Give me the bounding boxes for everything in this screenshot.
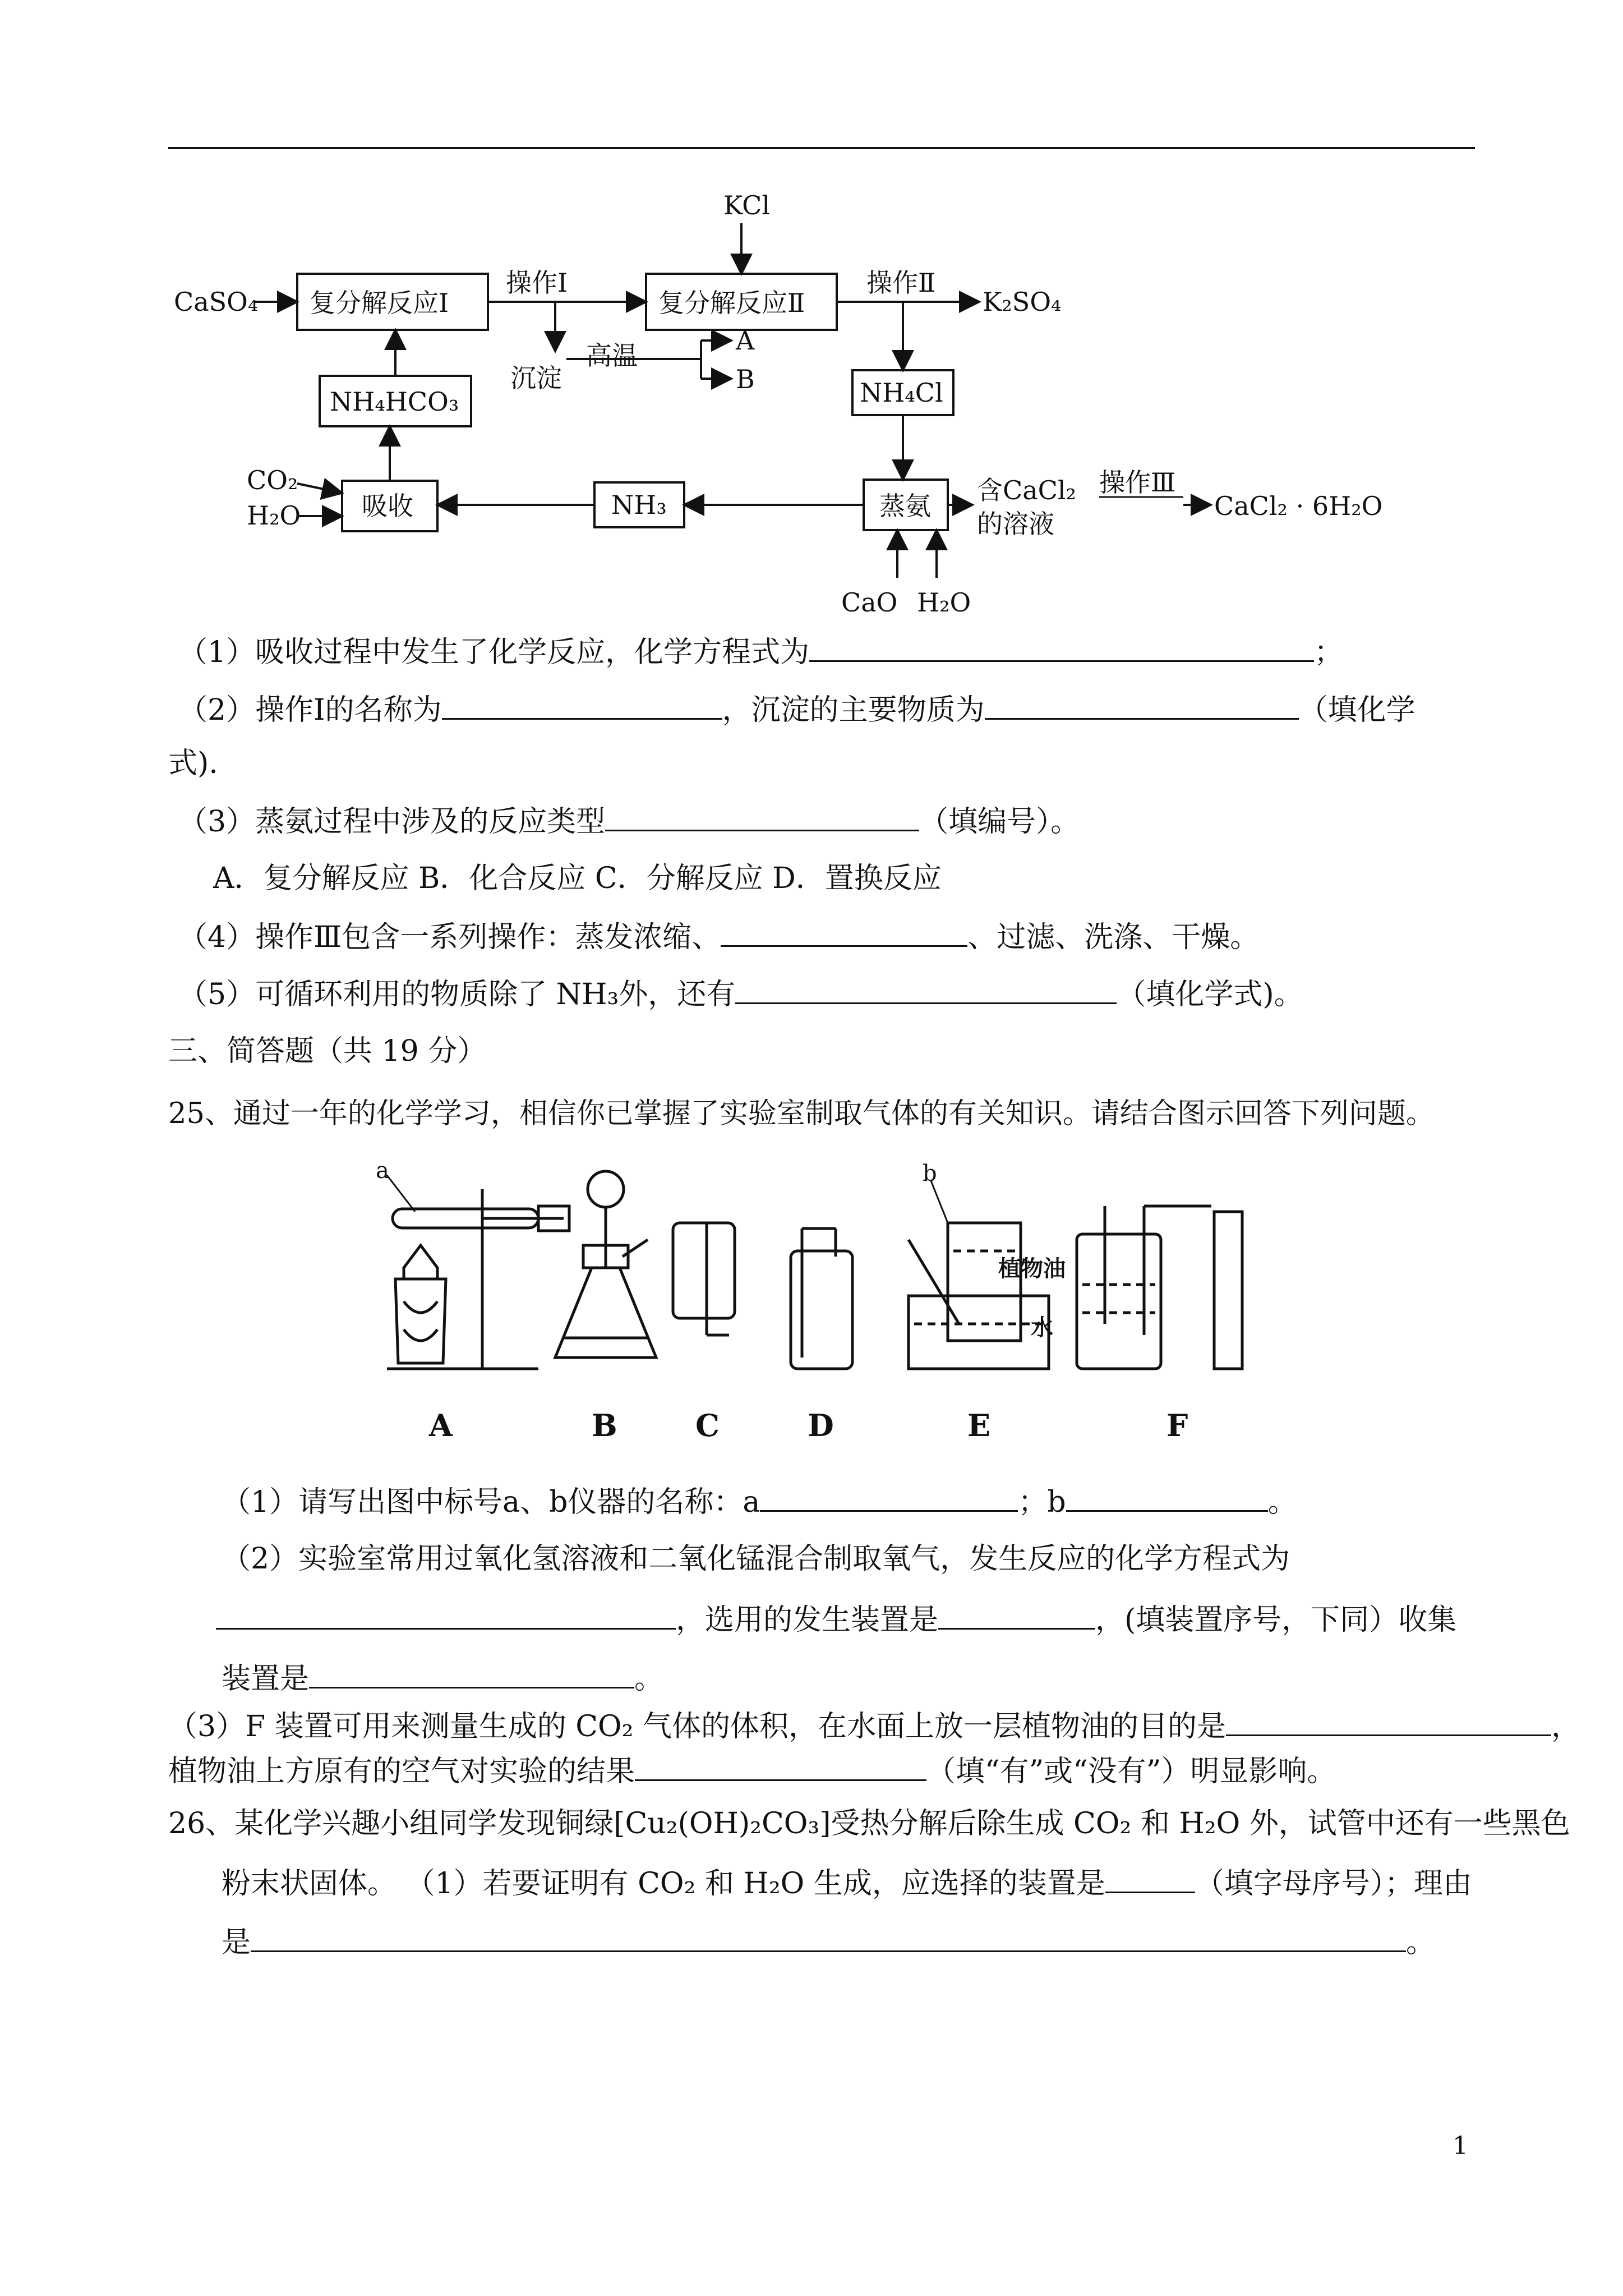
q24-blank-2a[interactable] (442, 689, 722, 720)
q24-blank-1[interactable] (809, 631, 1314, 662)
label-product-a: A (736, 325, 755, 356)
q25-item-2-line3: 装置是 。 (222, 1658, 663, 1699)
q26-stem: 26、某化学兴趣小组同学发现铜绿[Cu₂(OH)₂CO₃]受热分解后除生成 CO₂ 和 H₂O 外，试管中还有一些黑色 (168, 1807, 1570, 1841)
q24-item-2-cont: 式). (168, 747, 218, 780)
label-h2o-bottom: H₂O (917, 587, 971, 618)
label-kcl: KCl (723, 190, 771, 220)
label-nh3: NH₃ (611, 490, 667, 520)
q24-item-4: （4）操作Ⅲ包含一系列操作：蒸发浓缩、 、过滤、洗涤、干燥。 (178, 916, 1259, 958)
q24-item-2: （2）操作Ⅰ的名称为 ，沉淀的主要物质为 （填化学 (178, 689, 1415, 730)
q26-line-2: 粉末状固体。 （1）若要证明有 CO₂ 和 H₂O 生成，应选择的装置是 （填字母序号）；理由 (222, 1862, 1472, 1904)
app-label-d: D (808, 1407, 834, 1443)
label-product-b: B (736, 364, 755, 394)
q25-blank-oil-purpose[interactable] (1226, 1705, 1551, 1736)
label-precipitate: 沉淀 (510, 363, 562, 393)
q24-blank-2b[interactable] (985, 689, 1299, 720)
q24-item-5: （5）可循环利用的物质除了 NH₃外，还有 （填化学式)。 (178, 973, 1303, 1015)
q25-item-2: （2）实验室常用过氧化氢溶液和二氧化锰混合制取氧气，发生反应的化学方程式为 (222, 1542, 1290, 1576)
label-op1: 操作Ⅰ (506, 268, 568, 298)
label-box1: 复分解反应Ⅰ (310, 288, 449, 318)
label-steam-ammonia: 蒸氨 (879, 491, 931, 521)
label-nh4hco3: NH₄HCO₃ (330, 386, 459, 417)
q25-blank-air-effect[interactable] (635, 1750, 926, 1781)
q25-stem: 25、通过一年的化学学习，相信你已掌握了实验室制取气体的有关知识。请结合图示回答下列问题。 (168, 1097, 1435, 1130)
section-3-heading: 三、简答题（共 19 分） (168, 1034, 487, 1068)
app-label-a: A (429, 1407, 453, 1443)
label-nh4cl: NH₄Cl (860, 378, 943, 408)
q24-item-3: （3）蒸氨过程中涉及的反应类型 （填编号）。 (178, 800, 1080, 842)
label-product-cacl2: CaCl₂ · 6H₂O (1214, 491, 1383, 521)
label-high-temp: 高温 (586, 341, 638, 371)
app-label-c: C (695, 1407, 720, 1443)
q25-blank-equation[interactable] (216, 1599, 676, 1630)
label-cacl2-solution-2: 的溶液 (977, 509, 1054, 539)
q24-blank-3[interactable] (605, 800, 919, 831)
q24-options: A．复分解反应 B．化合反应 C．分解反应 D．置换反应 (213, 862, 942, 895)
label-co2: CO₂ (247, 465, 298, 495)
instrument-label-a: a (376, 1158, 389, 1184)
q25-blank-collector[interactable] (309, 1658, 634, 1688)
q24-blank-4[interactable] (721, 916, 967, 947)
instrument-label-b: b (923, 1161, 937, 1186)
label-op3: 操作Ⅲ (1099, 467, 1176, 498)
q25-item-1: （1）请写出图中标号a、b仪器的名称：a ；b 。 (222, 1481, 1297, 1522)
app-label-b: B (592, 1407, 617, 1443)
label-op2: 操作Ⅱ (866, 268, 936, 298)
q25-item-3: （3）F 装置可用来测量生成的 CO₂ 气体的体积，在水面上放一层植物油的目的是 ， (168, 1705, 1580, 1747)
label-vegetable-oil: 植物油 (998, 1255, 1066, 1282)
apparatus-figure (370, 1156, 1324, 1447)
label-absorb: 吸收 (362, 491, 413, 521)
q25-item-2-line2: ，选用的发生装置是 ，(填装置序号，下同）收集 (216, 1599, 1456, 1640)
label-box2: 复分解反应Ⅱ (658, 288, 805, 318)
q24-item-1: （1）吸收过程中发生了化学反应，化学方程式为 ； (178, 631, 1343, 673)
q24-blank-5[interactable] (735, 973, 1117, 1004)
label-k2so4: K₂SO₄ (983, 287, 1062, 317)
label-h2o-in: H₂O (247, 500, 301, 531)
process-flow-diagram (163, 180, 1396, 623)
q25-blank-b[interactable] (1066, 1481, 1268, 1512)
label-cacl2-solution-1: 含CaCl₂ (977, 475, 1076, 505)
q26-blank-reason[interactable] (251, 1921, 1406, 1952)
q25-blank-a[interactable] (760, 1481, 1018, 1512)
q26-blank-device[interactable] (1105, 1862, 1195, 1893)
label-cao: CaO (841, 587, 898, 618)
q26-line-3: 是 。 (222, 1921, 1435, 1963)
header-rule (168, 147, 1475, 149)
label-caso4: CaSO₄ (174, 287, 259, 317)
q25-blank-generator[interactable] (938, 1599, 1095, 1630)
q25-item-3-line2: 植物油上方原有的空气对实验的结果 （填“有”或“没有”）明显影响。 (168, 1750, 1336, 1792)
app-label-f: F (1166, 1407, 1188, 1443)
page-number: 1 (1453, 2132, 1468, 2160)
app-label-e: E (967, 1407, 991, 1443)
label-water: 水 (1031, 1314, 1053, 1341)
